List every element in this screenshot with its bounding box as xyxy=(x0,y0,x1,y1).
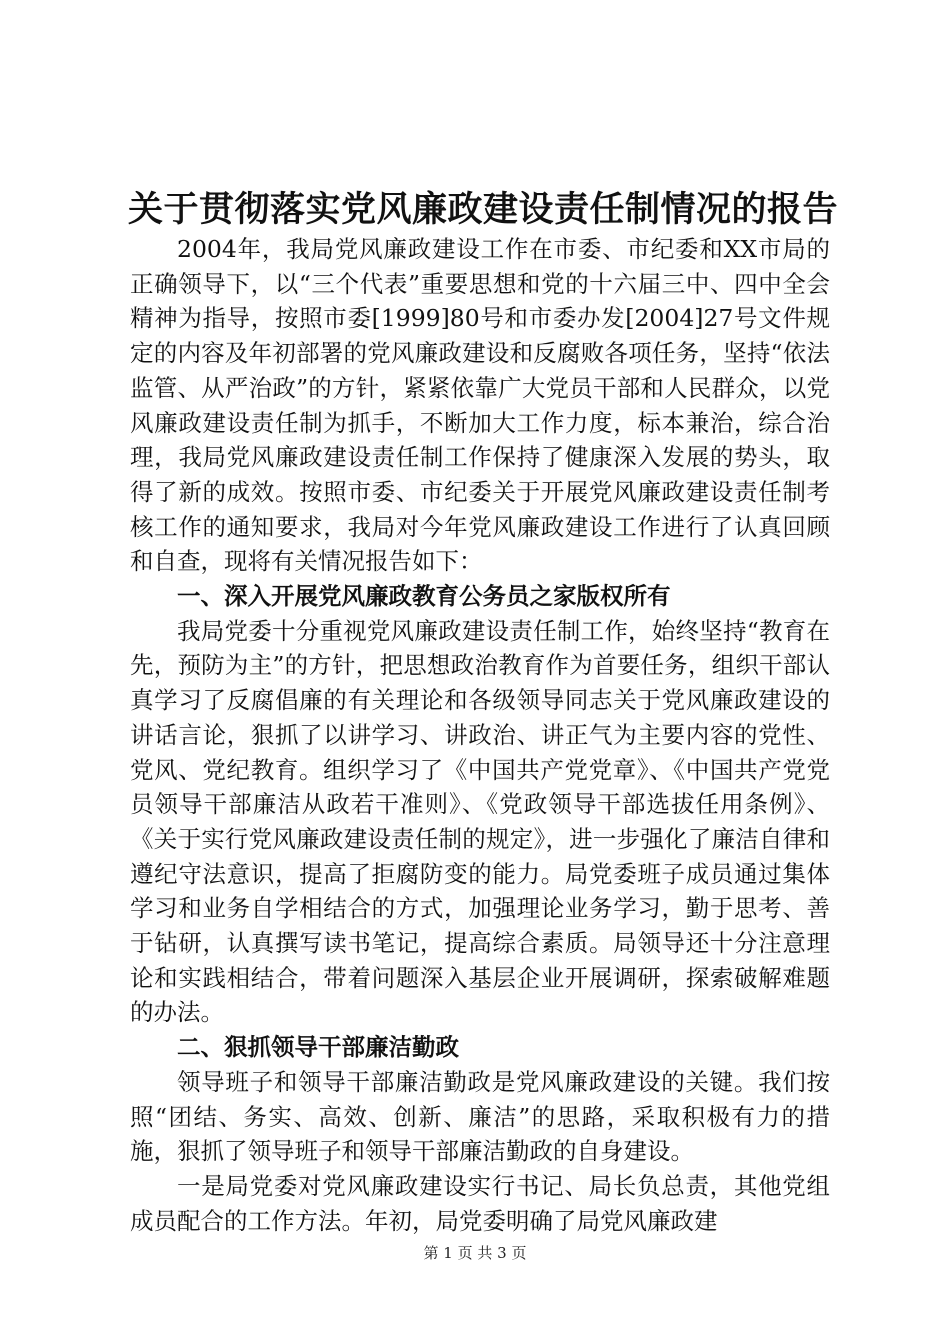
section-1-heading: 一、深入开展党风廉政教育公务员之家版权所有 xyxy=(177,582,671,611)
document-title: 关于贯彻落实党风廉政建设责任制情况的报告 xyxy=(128,189,839,230)
section-2-item-1-paragraph: 一是局党委对党风廉政建设实行书记、局长负总责，其他党组成员配合的工作方法。年初，局党委明确了局党风廉政建 xyxy=(130,1171,830,1235)
intro-paragraph: 2004年，我局党风廉政建设工作在市委、市纪委和XX市局的正确领导下，以“三个代表”重要思想和党的十六届三中、四中全会精神为指导，按照市委[1999]80号和市委办发[2004]27号文件规定的内容及年初部署的党风廉政建设和反腐败各项任务，坚持“依法监管、从严治政”的方针，紧紧依靠广大党员干部和人民群众，以党风廉政建设责任制为抓手，不断加大工作力度，标本兼治，综合治理，我局党风廉政建设责任制工作保持了健康深入发展的势头，取得了新的成效。按照市委、市纪委关于开展党风廉政建设责任制考核工作的通知要求，我局对今年党风廉政建设工作进行了认真回顾和自查，现将有关情况报告如下： xyxy=(130,235,830,576)
page-footer: 第 1 页 共 3 页 xyxy=(423,1244,527,1262)
section-1-paragraph: 我局党委十分重视党风廉政建设责任制工作，始终坚持“教育在先，预防为主”的方针，把思想政治教育作为首要任务，组织干部认真学习了反腐倡廉的有关理论和各级领导同志关于党风廉政建设的讲话言论，狠抓了以讲学习、讲政治、讲正气为主要内容的党性、党风、党纪教育。组织学习了《中国共产党党章》、《中国共产党党员领导干部廉洁从政若干准则》、《党政领导干部选拔任用条例》、《关于实行党风廉政建设责任制的规定》，进一步强化了廉洁自律和遵纪守法意识，提高了拒腐防变的能力。局党委班子成员通过集体学习和业务自学相结合的方式，加强理论业务学习，勤于思考、善于钻研，认真撰写读书笔记，提高综合素质。局领导还十分注意理论和实践相结合，带着问题深入基层企业开展调研，探索破解难题的办法。 xyxy=(130,616,830,1027)
document-body xyxy=(130,232,830,1238)
section-2-paragraph: 领导班子和领导干部廉洁勤政是党风廉政建设的关键。我们按照“团结、务实、高效、创新、廉洁”的思路，采取积极有力的措施，狠抓了领导班子和领导干部廉洁勤政的自身建设。 xyxy=(130,1067,830,1166)
section-2-heading: 二、狠抓领导干部廉洁勤政 xyxy=(177,1033,459,1062)
